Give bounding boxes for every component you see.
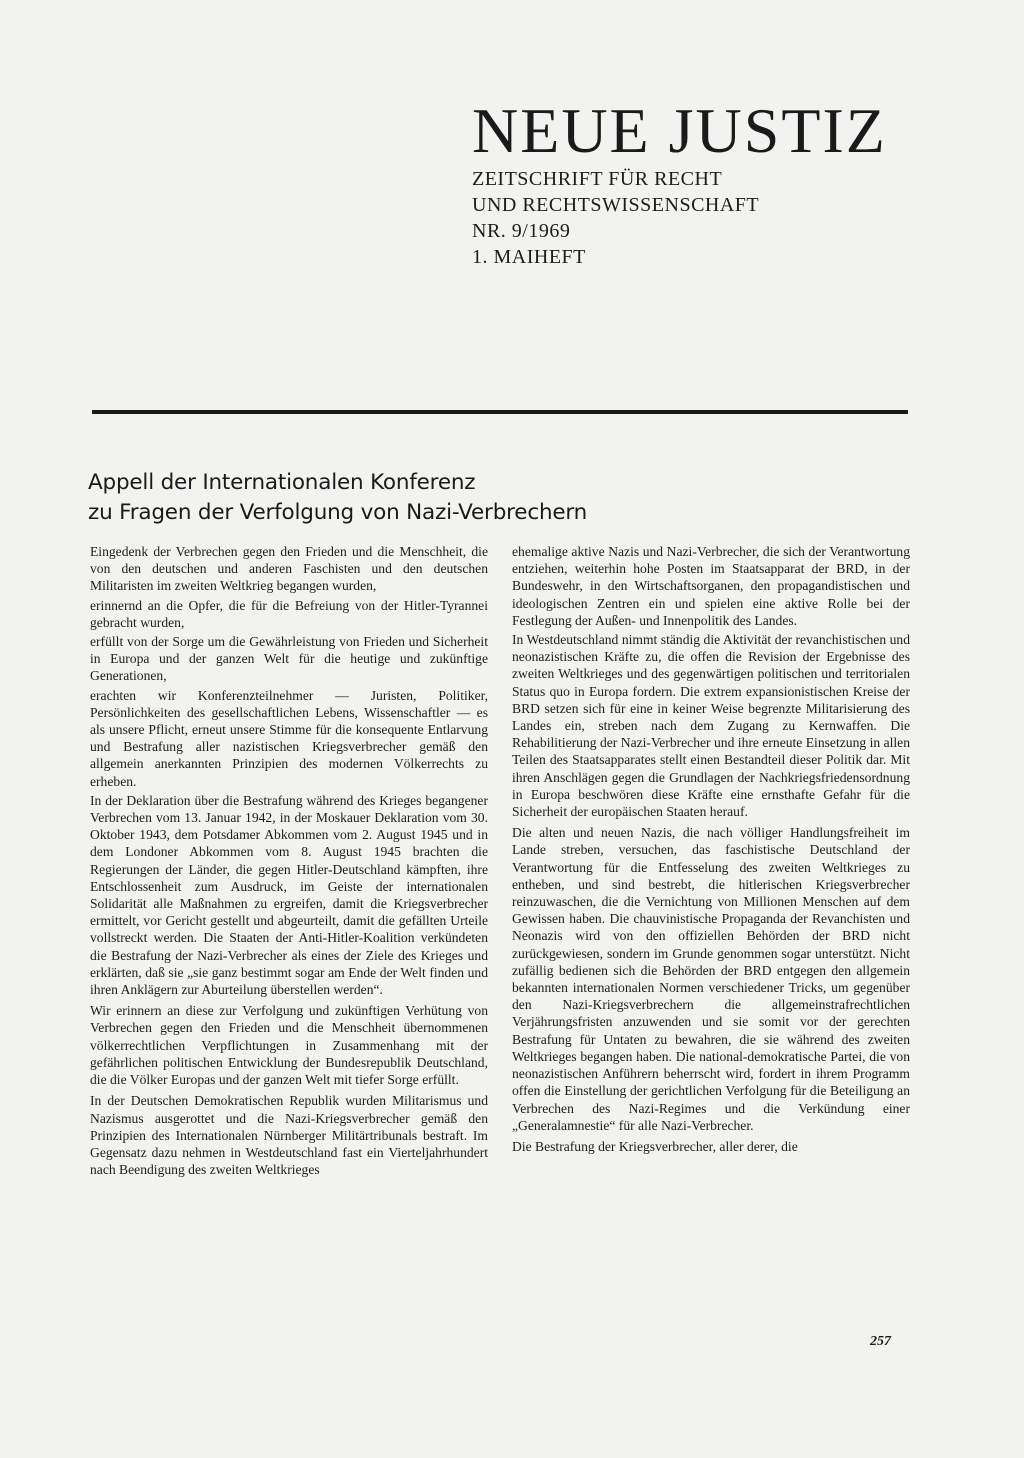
- article-title: [88, 468, 648, 528]
- paragraph: Wir erinnern an diese zur Verfolgung und zukünftigen Verhütung von Verbrechen gegen den Frieden und die Menschheit übernommenen völkerrechtlichen Verpflichtungen in Zusammenhang mit der gefährlichen politischen Entwicklung der Bundesrepublik Deutschland, die die Völker Europas und der ganzen Welt mit tiefer Sorge erfüllt.: [90, 1003, 488, 1088]
- paragraph: erinnernd an die Opfer, die für die Befreiung von der Hitler-Tyrannei gebracht wurden,: [90, 597, 488, 630]
- journal-title: NEUE JUSTIZ: [472, 95, 887, 166]
- paragraph: In Westdeutschland nimmt ständig die Aktivität der revanchistischen und neonazistischen Kräfte zu, die offen die Revision der Ergebnisse des zweiten Weltkrieges und des gegenwärtigen politischen und territorialen Status quo in Europa fordern. Die extrem expansionistischen Kreise der BRD setzen sich für eine in keiner Weise begrenzte Militarisierung des Landes ein, streben nach dem Zugang zu Kernwaffen. Die Rehabilitierung der Nazi-Verbrecher und ihre erneute Einsetzung in allen Teilen des Staatsapparates stellt einen Bestandteil dieser Politik dar. Mit ihren Anschlägen gegen die Grundlagen der Nachkriegsfriedensordnung in Europa beschwören diese Kräfte eine ernsthafte Gefahr für die Sicherheit der europäischen Staaten herauf.: [512, 632, 910, 820]
- paragraph: erfüllt von der Sorge um die Gewährleistung von Frieden und Sicherheit in Europa und der ganzen Welt für die heutige und zukünftige Generationen,: [90, 634, 488, 684]
- masthead-subtitle-2: UND RECHTSWISSENSCHAFT: [472, 194, 760, 216]
- issue-number: NR. 9/1969: [472, 220, 571, 242]
- paragraph: Die alten und neuen Nazis, die nach völliger Handlungsfreiheit im Lande streben, versuchen, das faschistische Deutschland der Verantwortung für die Entfesselung des zweiten Weltkrieges zu entheben, und sind bestrebt, die hitlerischen Kriegsverbrecher reinzuwaschen, die die Vernichtung von Millionen Menschen auf dem Gewissen haben. Die chauvinistische Propaganda der Revanchisten und Neonazis wird von den offiziellen Behörden der BRD nicht zurückgewiesen, sondern im Grunde genommen sogar unterstützt. Nicht zufällig bedienen sich die Behörden der BRD entgegen den allgemein bekannten internationalen Normen verschiedener Tricks, um gegenüber den Nazi-Kriegsverbrechern die allgemeinstrafrechtlichen Verjährungsfristen anzuwenden und sie somit vor der gerechten Bestrafung für Untaten zu bewahren, die sie während des zweiten Weltkrieges begangen haben. Die national-demokratische Partei, die von neonazistischen Anführern beherrscht wird, fordert in ihrem Programm offen die Einstellung der gerichtlichen Verfolgung für die Beteiligung an Verbrechen des Nazi-Regimes und die Verkündung einer „Generalamnestie“ für alle Nazi-Verbrecher.: [512, 825, 910, 1133]
- paragraph: In der Deutschen Demokratischen Republik wurden Militarismus und Nazismus ausgerottet und die Nazi-Kriegsverbrecher gemäß den Prinzipien des Internationalen Nürnberger Militärtribunals bestraft. Im Gegensatz dazu nehmen in Westdeutschland fast ein Vierteljahrhundert nach Beendigung des zweiten Weltkrieges: [90, 1093, 488, 1178]
- paragraph: In der Deklaration über die Bestrafung während des Krieges begangener Verbrechen vom 13. Januar 1942, in der Moskauer Deklaration vom 30. Oktober 1943, dem Potsdamer Abkommen vom 2. August 1945 und in dem Londoner Abkommen vom 8. August 1945 brachten die Regierungen der Länder, die gegen Hitler-Deutschland kämpften, ihre Entschlossenheit zum Ausdruck, im Geiste der internationalen Solidarität alle Maßnahmen zu ergreifen, damit die Kriegsverbrecher ermittelt, vor Gericht gestellt und abgeurteilt, damit die gefällten Urteile vollstreckt werden. Die Staaten der Anti-Hitler-Koalition verkündeten die Bestrafung der Nazi-Verbrecher als eines der Ziele des Krieges und erklärten, daß sie „sie ganz bestimmt sogar am Ende der Welt finden und ihren Anklägern zur Aburteilung überstellen werden“.: [90, 792, 488, 998]
- paragraph: Eingedenk der Verbrechen gegen den Frieden und die Menschheit, die von den deutschen und anderen Faschisten und den deutschen Militaristen im zweiten Weltkrieg begangen wurden,: [90, 544, 488, 594]
- paragraph: ehemalige aktive Nazis und Nazi-Verbrecher, die sich der Verantwortung entziehen, weiterhin hohe Posten im Staatsapparat der BRD, in der Bundeswehr, in den Wirtschaftsorganen, den propagandistischen und ideologischen Zentren ein und spielen eine aktive Rolle bei der Festlegung der Außen- und Innenpolitik des Landes.: [512, 544, 910, 628]
- left-column: [90, 543, 488, 1180]
- masthead: [472, 96, 942, 270]
- issue-label: 1. MAIHEFT: [472, 246, 586, 268]
- paragraph: Die Bestrafung der Kriegsverbrecher, aller derer, die: [512, 1138, 798, 1154]
- horizontal-rule: [92, 410, 908, 414]
- article-title-line-2: zu Fragen der Verfolgung von Nazi-Verbrechern: [88, 500, 588, 525]
- masthead-subtitle-1: ZEITSCHRIFT FÜR RECHT: [472, 168, 723, 190]
- paragraph: erachten wir Konferenzteilnehmer — Juristen, Politiker, Persönlichkeiten des gesellschaftlichen Lebens, Wissenschaftler — es als unsere Pflicht, erneut unsere Stimme für die konsequente Entlarvung und Bestrafung aller nazistischen Kriegsverbrecher gemäß den allgemein anerkannten Prinzipien des modernen Völkerrechts zu erheben.: [90, 687, 488, 789]
- article-title-line-1: Appell der Internationalen Konferenz: [88, 470, 476, 495]
- page-number: 257: [870, 1334, 891, 1349]
- right-column: [512, 543, 910, 1157]
